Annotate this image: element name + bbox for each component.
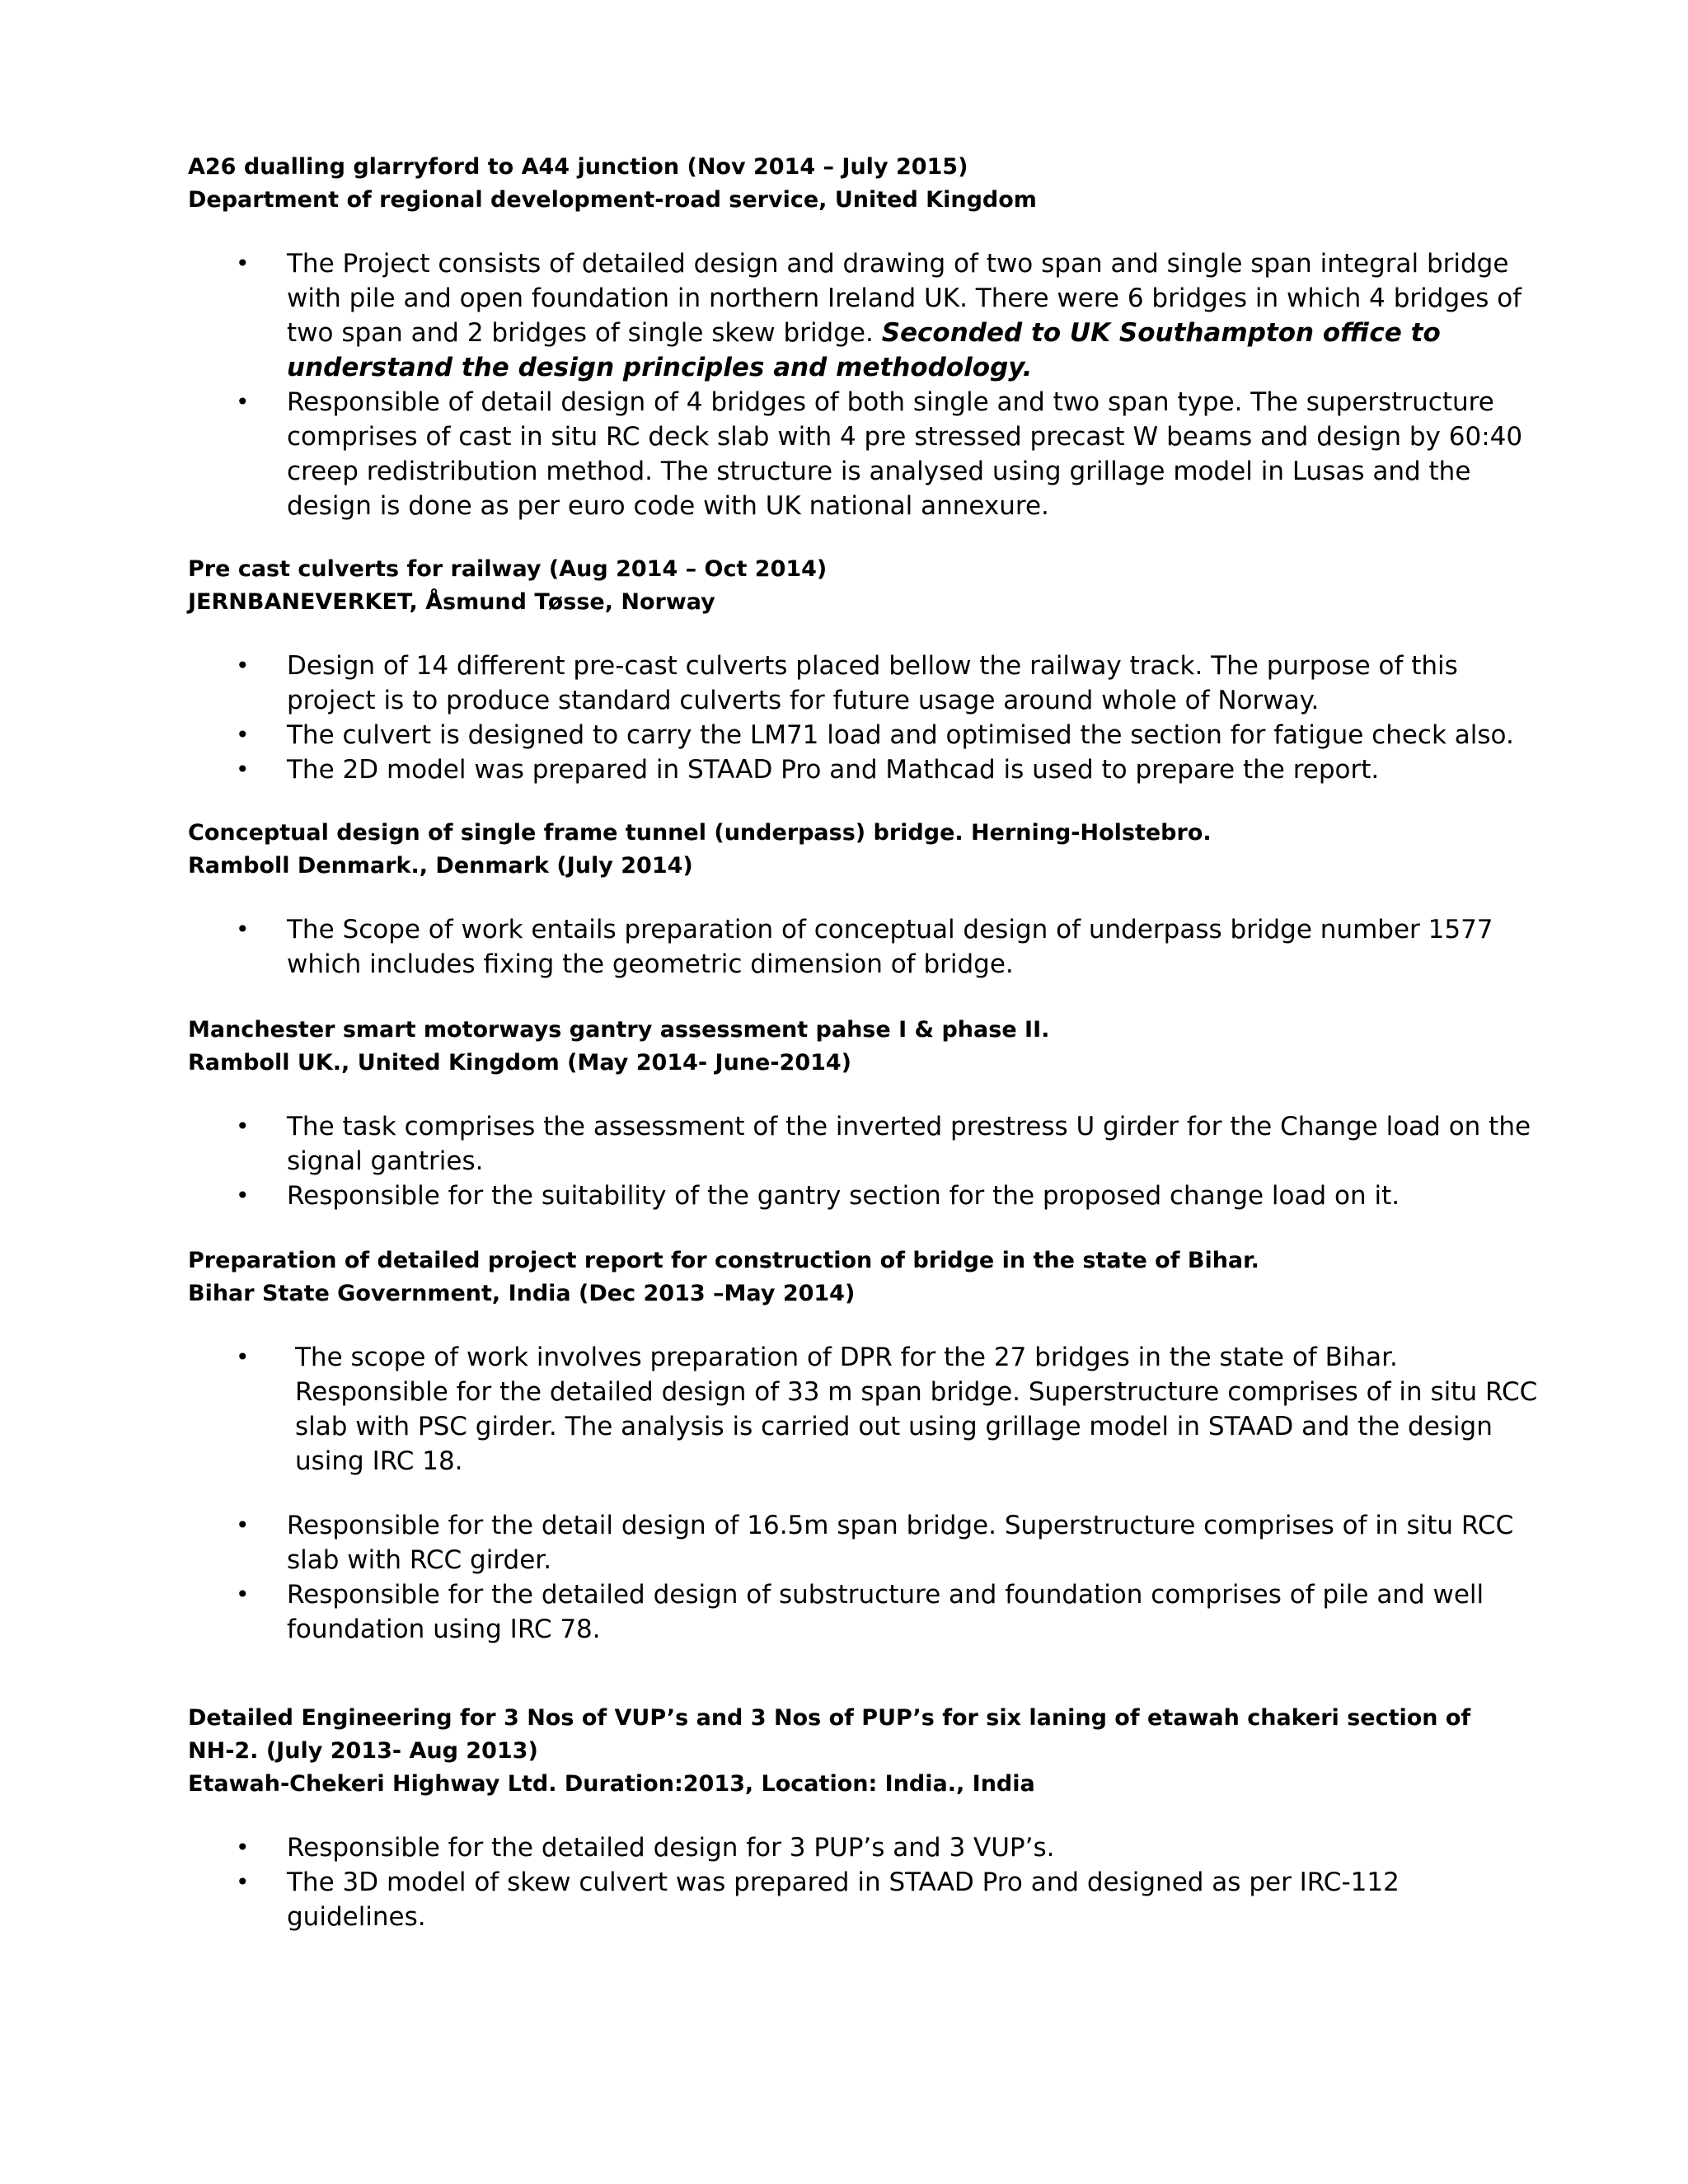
bullet-text: The culvert is designed to carry the LM71 load and optimised the section for fatigue check also.	[287, 720, 1514, 750]
project-bullet	[188, 752, 1540, 787]
project-title: Conceptual design of single frame tunnel (underpass) bridge. Herning-Holstebro.	[188, 820, 1212, 846]
project-bullets	[188, 1109, 1531, 1213]
bullet-text: Design of 14 different pre-cast culverts placed bellow the railway track. The purpose of this project is to produce standard culverts for future usage around whole of Norway.	[287, 651, 1458, 715]
project-bullets	[188, 1830, 1523, 1934]
bullet-text: The Scope of work entails preparation of conceptual design of underpass bridge number 1577 which includes fixing the geometric dimension of bridge.	[287, 915, 1493, 979]
bullet-text: Responsible of detail design of 4 bridges of both single and two span type. The superstructure comprises of cast in situ RC deck slab with 4 pre stressed precast W beams and design by 60:40 creep redistribution method. The structure is analysed using grillage model in Lusas and the design is done as per euro code with UK national annexure.	[287, 387, 1523, 521]
bullet-text: The 2D model was prepared in STAAD Pro and Mathcad is used to prepare the report.	[287, 755, 1380, 785]
project-bullet	[188, 1179, 1540, 1213]
bullet-icon: •	[236, 756, 250, 783]
project-bullet	[188, 1340, 1548, 1479]
project-section	[188, 817, 1523, 982]
bullet-text: Responsible for the detail design of 16.5m span bridge. Superstructure comprises of in situ RCC slab with RCC girder.	[287, 1511, 1514, 1575]
bullet-text: The 3D model of skew culvert was prepared in STAAD Pro and designed as per IRC-112 guidelines.	[287, 1868, 1400, 1932]
project-bullet	[188, 1865, 1540, 1934]
project-title: Detailed Engineering for 3 Nos of VUP’s and 3 Nos of PUP’s for six laning of etawah chakeri section of NH-2. (July 2013- Aug 2013)	[188, 1705, 1471, 1764]
project-client: Ramboll UK., United Kingdom (May 2014- June-2014)	[188, 1050, 852, 1076]
project-title: Pre cast culverts for railway (Aug 2014 – Oct 2014)	[188, 556, 828, 582]
project-bullet	[188, 385, 1540, 523]
bullet-icon: •	[236, 721, 250, 748]
bullet-emphasis: Seconded to UK Southampton office to understand the design principles and methodology.	[287, 318, 1441, 382]
bullet-text: The scope of work involves preparation of DPR for the 27 bridges in the state of Bihar. Responsible for the detailed design of 33 m span bridge. Superstructure comprises of in situ RCC slab with PSC girder. The analysis is carried out using grillage model in STAAD and the design using IRC 18.	[295, 1343, 1538, 1476]
bullet-text: Responsible for the suitability of the gantry section for the proposed change load on it.	[287, 1181, 1400, 1211]
bullet-icon: •	[236, 652, 250, 679]
project-bullet	[188, 1830, 1540, 1865]
bullet-icon: •	[236, 388, 250, 415]
project-bullet	[188, 718, 1540, 752]
project-section	[188, 1702, 1523, 1934]
project-client: Department of regional development-road service, United Kingdom	[188, 187, 1037, 213]
project-client: Etawah-Chekeri Highway Ltd. Duration:2013, Location: India., India	[188, 1771, 1035, 1797]
project-bullets	[188, 912, 1523, 982]
project-bullets	[188, 649, 1523, 787]
bullet-text: The task comprises the assessment of the inverted prestress U girder for the Change load on the signal gantries.	[287, 1112, 1531, 1176]
bullet-icon: •	[236, 1343, 250, 1371]
bullet-icon: •	[236, 1511, 250, 1539]
project-client: Bihar State Government, India (Dec 2013 –May 2014)	[188, 1281, 856, 1306]
project-bullet	[188, 649, 1540, 718]
project-bullet	[188, 1109, 1540, 1179]
bullet-icon: •	[236, 1581, 250, 1608]
project-bullets	[188, 246, 1523, 523]
bullet-text: The Project consists of detailed design and drawing of two span and single span integral bridge with pile and open foundation in northern Ireland UK. There were 6 bridges in which 4 bridges of two span and 2 bridges of single skew bridge.	[287, 249, 1522, 348]
project-client: Ramboll Denmark., Denmark (July 2014)	[188, 853, 693, 879]
project-section	[188, 151, 1523, 523]
project-title: A26 dualling glarryford to A44 junction (Nov 2014 – July 2015)	[188, 154, 968, 180]
project-bullet	[188, 912, 1540, 982]
project-bullet	[188, 1508, 1540, 1577]
project-bullet	[188, 246, 1540, 385]
bullet-icon: •	[236, 1113, 250, 1140]
bullet-icon: •	[236, 1182, 250, 1209]
bullet-icon: •	[236, 916, 250, 943]
project-section	[188, 1014, 1531, 1213]
bullet-icon: •	[236, 250, 250, 277]
project-title: Preparation of detailed project report for construction of bridge in the state of Bihar.	[188, 1248, 1259, 1273]
project-title: Manchester smart motorways gantry assessment pahse I & phase II.	[188, 1017, 1050, 1043]
project-bullet	[188, 1577, 1540, 1647]
bullet-text: Responsible for the detailed design for 3 PUP’s and 3 VUP’s.	[287, 1833, 1055, 1863]
bullet-icon: •	[236, 1868, 250, 1896]
bullet-icon: •	[236, 1834, 250, 1861]
project-bullets	[188, 1340, 1538, 1647]
project-section	[188, 1244, 1538, 1647]
project-section	[188, 553, 1523, 787]
project-client: JERNBANEVERKET, Åsmund Tøsse, Norway	[188, 589, 715, 615]
bullet-text: Responsible for the detailed design of substructure and foundation comprises of pile and well foundation using IRC 78.	[287, 1580, 1484, 1644]
